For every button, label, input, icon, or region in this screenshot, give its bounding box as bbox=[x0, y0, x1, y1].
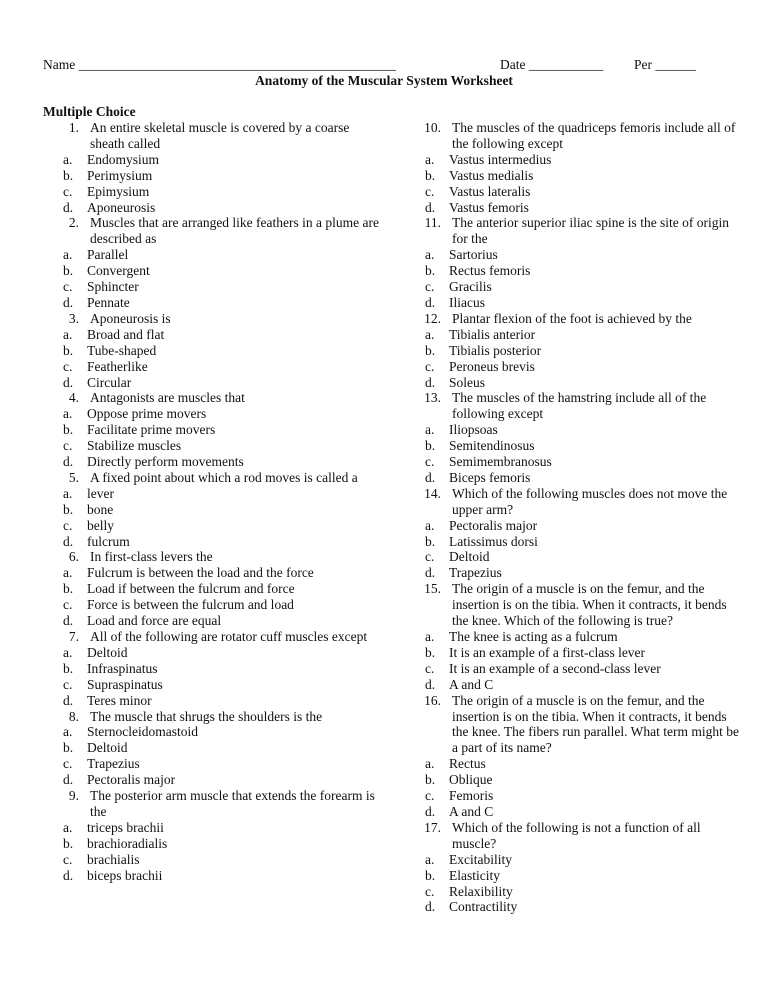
option-letter: c. bbox=[63, 438, 73, 454]
answer-option bbox=[403, 518, 743, 534]
option-letter: b. bbox=[63, 740, 74, 756]
question-number: 9. bbox=[68, 788, 79, 804]
answer-option bbox=[403, 756, 743, 772]
question-item bbox=[41, 390, 381, 406]
option-letter: a. bbox=[425, 851, 435, 867]
question-text: The posterior arm muscle that extends the forearm is the bbox=[90, 788, 375, 819]
option-text: Tibialis anterior bbox=[449, 326, 536, 342]
answer-option bbox=[41, 740, 381, 756]
answer-option bbox=[41, 677, 381, 693]
answer-option bbox=[41, 581, 381, 597]
question-item bbox=[403, 120, 743, 152]
option-letter: c. bbox=[425, 279, 435, 295]
option-letter: d. bbox=[63, 613, 74, 629]
option-text: Biceps femoris bbox=[449, 469, 531, 485]
option-letter: a. bbox=[63, 151, 73, 167]
answer-option bbox=[403, 184, 743, 200]
option-text: lever bbox=[87, 485, 114, 501]
option-text: Contractility bbox=[449, 899, 518, 915]
option-text: fulcrum bbox=[87, 533, 130, 549]
answer-option bbox=[403, 661, 743, 677]
name-blank: _______________________________________________ bbox=[78, 57, 396, 72]
option-text: Soleus bbox=[449, 374, 486, 390]
answer-option bbox=[41, 868, 381, 884]
option-letter: a. bbox=[63, 247, 73, 263]
option-letter: a. bbox=[63, 485, 73, 501]
date-blank: ___________ bbox=[528, 57, 604, 72]
period-field bbox=[634, 57, 696, 73]
option-letter: a. bbox=[425, 422, 435, 438]
option-text: Convergent bbox=[87, 263, 150, 279]
answer-option bbox=[403, 534, 743, 550]
answer-option bbox=[41, 756, 381, 772]
answer-option bbox=[403, 884, 743, 900]
question-text: Plantar flexion of the foot is achieved by the bbox=[452, 310, 692, 326]
answer-option bbox=[403, 549, 743, 565]
option-text: Pennate bbox=[87, 294, 130, 310]
question-number: 17. bbox=[424, 819, 441, 835]
option-letter: b. bbox=[63, 501, 74, 517]
question-number: 5. bbox=[68, 469, 79, 485]
answer-option bbox=[403, 263, 743, 279]
option-letter: b. bbox=[63, 660, 74, 676]
question-item bbox=[41, 549, 381, 565]
question-number: 11. bbox=[424, 215, 441, 231]
answer-option bbox=[403, 168, 743, 184]
answer-option bbox=[41, 343, 381, 359]
option-text: Gracilis bbox=[449, 279, 492, 295]
question-item bbox=[41, 709, 381, 725]
option-letter: c. bbox=[63, 517, 73, 533]
option-letter: b. bbox=[63, 342, 74, 358]
option-letter: b. bbox=[63, 422, 74, 438]
question-item bbox=[403, 820, 743, 852]
answer-option bbox=[41, 772, 381, 788]
option-text: brachioradialis bbox=[87, 835, 168, 851]
question-number: 3. bbox=[68, 310, 79, 326]
answer-option bbox=[41, 565, 381, 581]
option-text: Iliopsoas bbox=[449, 422, 498, 438]
option-text: Load and force are equal bbox=[87, 613, 222, 629]
answer-option bbox=[403, 788, 743, 804]
answer-option bbox=[41, 359, 381, 375]
name-field bbox=[43, 57, 396, 73]
answer-option bbox=[403, 645, 743, 661]
option-text: bone bbox=[87, 501, 114, 517]
option-letter: a. bbox=[63, 565, 73, 581]
question-item bbox=[403, 215, 743, 247]
answer-option bbox=[403, 852, 743, 868]
option-text: Epimysium bbox=[87, 183, 150, 199]
option-text: Supraspinatus bbox=[87, 676, 163, 692]
option-letter: a. bbox=[63, 724, 73, 740]
option-text: Force is between the fulcrum and load bbox=[87, 597, 294, 613]
question-text: Which of the following is not a function of all muscle? bbox=[452, 819, 701, 851]
answer-option bbox=[403, 295, 743, 311]
option-text: Semitendinosus bbox=[449, 438, 535, 454]
option-letter: c. bbox=[63, 358, 73, 374]
option-text: Peroneus brevis bbox=[449, 358, 535, 374]
question-item bbox=[403, 581, 743, 629]
question-item bbox=[41, 629, 381, 645]
option-text: Directly perform movements bbox=[87, 454, 244, 470]
option-text: Broad and flat bbox=[87, 326, 165, 342]
right-question-column bbox=[403, 120, 743, 915]
question-number: 12. bbox=[424, 310, 441, 326]
answer-option bbox=[403, 343, 743, 359]
option-letter: a. bbox=[63, 819, 73, 835]
option-text: Rectus femoris bbox=[449, 263, 531, 279]
option-text: Tube-shaped bbox=[87, 342, 157, 358]
answer-option bbox=[41, 247, 381, 263]
question-item bbox=[403, 311, 743, 327]
period-blank: ______ bbox=[655, 57, 696, 72]
answer-option bbox=[403, 677, 743, 693]
option-text: Vastus lateralis bbox=[449, 183, 531, 199]
option-text: Elasticity bbox=[449, 867, 500, 883]
option-letter: a. bbox=[425, 326, 435, 342]
option-text: belly bbox=[87, 517, 114, 533]
option-text: Teres minor bbox=[87, 692, 152, 708]
option-letter: d. bbox=[425, 374, 436, 390]
answer-option bbox=[41, 534, 381, 550]
question-item bbox=[403, 390, 743, 422]
option-letter: a. bbox=[425, 629, 435, 644]
answer-option bbox=[403, 152, 743, 168]
name-label: Name bbox=[43, 57, 76, 72]
option-letter: a. bbox=[63, 326, 73, 342]
question-number: 2. bbox=[68, 215, 79, 231]
option-text: Circular bbox=[87, 374, 132, 390]
question-text: The origin of a muscle is on the femur, and the insertion is on the tibia. When it contracts, it bends the knee. Which of the following is true? bbox=[452, 581, 727, 629]
answer-option bbox=[403, 470, 743, 486]
option-text: Perimysium bbox=[87, 167, 153, 183]
option-text: Excitability bbox=[449, 851, 512, 867]
option-letter: d. bbox=[63, 454, 74, 470]
option-text: Trapezius bbox=[449, 565, 502, 581]
answer-option bbox=[41, 438, 381, 454]
option-text: Semimembranosus bbox=[449, 454, 552, 470]
answer-option bbox=[403, 899, 743, 915]
answer-option bbox=[41, 518, 381, 534]
option-letter: a. bbox=[425, 756, 435, 772]
option-text: It is an example of a first-class lever bbox=[449, 644, 646, 660]
option-letter: d. bbox=[63, 533, 74, 549]
question-number: 14. bbox=[424, 485, 441, 501]
question-number: 16. bbox=[424, 692, 441, 708]
answer-option bbox=[41, 295, 381, 311]
option-text: Tibialis posterior bbox=[449, 342, 542, 358]
option-letter: a. bbox=[425, 151, 435, 167]
option-text: Vastus femoris bbox=[449, 199, 529, 215]
option-letter: b. bbox=[425, 644, 436, 660]
answer-option bbox=[41, 168, 381, 184]
option-text: triceps brachii bbox=[87, 819, 164, 835]
answer-option bbox=[41, 820, 381, 836]
answer-option bbox=[403, 422, 743, 438]
option-letter: c. bbox=[425, 549, 435, 565]
option-text: Deltoid bbox=[87, 740, 128, 756]
option-text: Aponeurosis bbox=[87, 199, 156, 215]
option-letter: d. bbox=[425, 676, 436, 692]
option-text: Load if between the fulcrum and force bbox=[87, 581, 295, 597]
option-letter: b. bbox=[425, 263, 436, 279]
option-text: Oblique bbox=[449, 772, 493, 788]
option-text: Femoris bbox=[449, 788, 494, 804]
question-item bbox=[403, 486, 743, 518]
date-label: Date bbox=[500, 57, 526, 72]
option-letter: a. bbox=[425, 517, 435, 533]
answer-option bbox=[41, 502, 381, 518]
question-text: Which of the following muscles does not move the upper arm? bbox=[452, 485, 728, 517]
option-letter: c. bbox=[63, 183, 73, 199]
option-letter: c. bbox=[425, 454, 435, 470]
answer-option bbox=[41, 661, 381, 677]
option-letter: c. bbox=[63, 597, 73, 613]
option-letter: d. bbox=[63, 772, 74, 788]
question-number: 7. bbox=[68, 629, 79, 644]
option-text: Featherlike bbox=[87, 358, 148, 374]
option-letter: c. bbox=[425, 788, 435, 804]
answer-option bbox=[403, 868, 743, 884]
date-field bbox=[500, 57, 603, 73]
option-letter: c. bbox=[63, 279, 73, 295]
option-letter: c. bbox=[425, 883, 435, 899]
left-question-column bbox=[41, 120, 381, 884]
option-letter: d. bbox=[425, 565, 436, 581]
answer-option bbox=[41, 200, 381, 216]
option-text: brachialis bbox=[87, 851, 140, 867]
question-text: A fixed point about which a rod moves is called a bbox=[90, 469, 358, 485]
option-text: Rectus bbox=[449, 756, 486, 772]
option-text: Deltoid bbox=[449, 549, 490, 565]
question-number: 4. bbox=[68, 390, 79, 406]
question-item bbox=[41, 120, 381, 152]
answer-option bbox=[403, 200, 743, 216]
option-letter: c. bbox=[425, 660, 435, 676]
question-text: The muscles of the hamstring include all of the following except bbox=[452, 390, 707, 422]
question-text: Antagonists are muscles that bbox=[90, 390, 245, 406]
option-letter: a. bbox=[425, 247, 435, 263]
option-text: Stabilize muscles bbox=[87, 438, 182, 454]
option-letter: d. bbox=[63, 692, 74, 708]
question-text: All of the following are rotator cuff muscles except bbox=[90, 629, 368, 644]
option-letter: c. bbox=[63, 851, 73, 867]
option-letter: a. bbox=[63, 406, 73, 422]
option-text: A and C bbox=[449, 676, 494, 692]
question-text: An entire skeletal muscle is covered by a coarse sheath called bbox=[90, 120, 350, 151]
option-text: Vastus intermedius bbox=[449, 151, 552, 167]
option-letter: d. bbox=[63, 374, 74, 390]
option-letter: d. bbox=[425, 199, 436, 215]
option-letter: b. bbox=[425, 167, 436, 183]
option-letter: d. bbox=[425, 899, 436, 915]
option-letter: d. bbox=[425, 803, 436, 819]
option-text: Iliacus bbox=[449, 294, 485, 310]
option-letter: b. bbox=[63, 167, 74, 183]
option-text: Relaxibility bbox=[449, 883, 513, 899]
answer-option bbox=[403, 804, 743, 820]
option-letter: d. bbox=[63, 867, 74, 883]
option-letter: b. bbox=[63, 835, 74, 851]
option-letter: b. bbox=[425, 342, 436, 358]
option-letter: a. bbox=[63, 644, 73, 660]
answer-option bbox=[41, 422, 381, 438]
question-number: 8. bbox=[68, 708, 79, 724]
option-text: biceps brachii bbox=[87, 867, 163, 883]
option-text: Facilitate prime movers bbox=[87, 422, 216, 438]
period-label: Per bbox=[634, 57, 652, 72]
question-text: The anterior superior iliac spine is the site of origin for the bbox=[452, 215, 730, 247]
answer-option bbox=[403, 629, 743, 645]
answer-option bbox=[41, 406, 381, 422]
option-letter: c. bbox=[63, 676, 73, 692]
option-text: Latissimus dorsi bbox=[449, 533, 538, 549]
answer-option bbox=[41, 486, 381, 502]
question-number: 13. bbox=[424, 390, 441, 406]
question-text: Aponeurosis is bbox=[90, 310, 171, 326]
question-item bbox=[41, 311, 381, 327]
option-text: Infraspinatus bbox=[87, 660, 158, 676]
option-text: Vastus medialis bbox=[449, 167, 534, 183]
option-letter: b. bbox=[425, 867, 436, 883]
option-text: Sphincter bbox=[87, 279, 139, 295]
option-text: Sternocleidomastoid bbox=[87, 724, 198, 740]
answer-option bbox=[41, 375, 381, 391]
answer-option bbox=[41, 852, 381, 868]
question-item bbox=[41, 470, 381, 486]
option-letter: c. bbox=[63, 756, 73, 772]
answer-option bbox=[41, 279, 381, 295]
answer-option bbox=[41, 152, 381, 168]
option-text: A and C bbox=[449, 803, 494, 819]
option-text: Parallel bbox=[87, 247, 129, 263]
option-text: The knee is acting as a fulcrum bbox=[449, 629, 618, 644]
question-text: Muscles that are arranged like feathers in a plume are described as bbox=[90, 215, 379, 247]
answer-option bbox=[403, 359, 743, 375]
answer-option bbox=[41, 327, 381, 343]
answer-option bbox=[41, 693, 381, 709]
option-letter: d. bbox=[425, 469, 436, 485]
option-text: It is an example of a second-class lever bbox=[449, 660, 661, 676]
option-text: Fulcrum is between the load and the force bbox=[87, 565, 314, 581]
option-letter: b. bbox=[425, 533, 436, 549]
answer-option bbox=[403, 375, 743, 391]
option-letter: b. bbox=[63, 263, 74, 279]
option-text: Pectoralis major bbox=[87, 772, 176, 788]
answer-option bbox=[403, 247, 743, 263]
question-number: 6. bbox=[68, 549, 79, 565]
option-text: Endomysium bbox=[87, 151, 160, 167]
option-letter: c. bbox=[425, 358, 435, 374]
question-text: The origin of a muscle is on the femur, and the insertion is on the tibia. When it contracts, it bends the knee. The fibers run parallel. What term might be a part of its name? bbox=[452, 692, 740, 756]
question-text: The muscle that shrugs the shoulders is the bbox=[90, 708, 323, 724]
option-letter: b. bbox=[425, 438, 436, 454]
option-letter: d. bbox=[425, 294, 436, 310]
worksheet-title: Anatomy of the Muscular System Worksheet bbox=[255, 73, 513, 88]
question-text: In first-class levers the bbox=[90, 549, 213, 565]
answer-option bbox=[403, 279, 743, 295]
question-number: 15. bbox=[424, 581, 441, 597]
answer-option bbox=[403, 565, 743, 581]
question-number: 1. bbox=[68, 120, 79, 135]
option-text: Trapezius bbox=[87, 756, 140, 772]
answer-option bbox=[41, 263, 381, 279]
answer-option bbox=[403, 772, 743, 788]
option-letter: b. bbox=[425, 772, 436, 788]
question-number: 10. bbox=[424, 120, 441, 135]
answer-option bbox=[403, 438, 743, 454]
answer-option bbox=[41, 184, 381, 200]
answer-option bbox=[41, 836, 381, 852]
option-text: Oppose prime movers bbox=[87, 406, 207, 422]
option-text: Pectoralis major bbox=[449, 517, 538, 533]
question-item bbox=[403, 693, 743, 757]
question-item bbox=[41, 215, 381, 247]
answer-option bbox=[41, 613, 381, 629]
answer-option bbox=[41, 597, 381, 613]
answer-option bbox=[41, 645, 381, 661]
option-letter: b. bbox=[63, 581, 74, 597]
question-item bbox=[41, 788, 381, 820]
answer-option bbox=[403, 327, 743, 343]
answer-option bbox=[41, 724, 381, 740]
question-text: The muscles of the quadriceps femoris include all of the following except bbox=[452, 120, 736, 151]
option-letter: d. bbox=[63, 199, 74, 215]
option-text: Sartorius bbox=[449, 247, 498, 263]
section-title: Multiple Choice bbox=[43, 104, 136, 119]
option-letter: c. bbox=[425, 183, 435, 199]
answer-option bbox=[41, 454, 381, 470]
option-text: Deltoid bbox=[87, 644, 128, 660]
answer-option bbox=[403, 454, 743, 470]
option-letter: d. bbox=[63, 294, 74, 310]
